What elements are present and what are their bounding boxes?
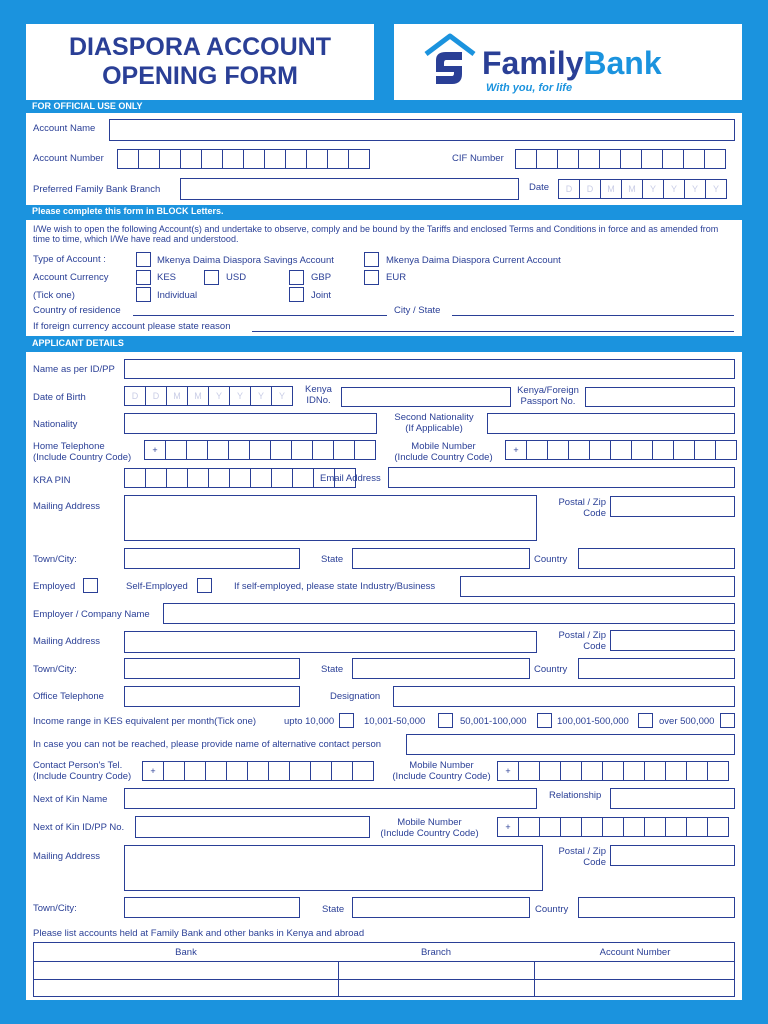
phone-cell[interactable] [289,761,311,781]
phone-cell[interactable] [526,440,548,460]
employer-state-field[interactable] [352,658,530,679]
dob-cell[interactable]: Y [271,386,293,406]
dob-cell[interactable]: D [124,386,146,406]
employed-label: Employed [33,581,76,592]
cif-cell[interactable] [599,149,621,169]
tick-one-label: (Tick one) [33,290,75,301]
phone-cell[interactable] [610,440,632,460]
mobile-number-label [390,441,497,463]
phone-cell[interactable] [652,440,674,460]
plus-sign: + [142,761,164,781]
phone-cell[interactable] [310,761,332,781]
phone-cell[interactable] [644,761,666,781]
employer-town-field[interactable] [124,658,300,679]
income-50001-100000-label: 50,001-100,000 [460,716,527,727]
phone-cell[interactable] [560,817,582,837]
employer-postal-line1: Postal / Zip [558,630,606,641]
kin-postal-label [548,846,606,868]
employer-field[interactable] [163,603,735,624]
phone-cell[interactable] [539,761,561,781]
dob-cell[interactable]: D [145,386,167,406]
date-cell[interactable]: D [579,179,601,199]
dob-cell[interactable]: M [187,386,209,406]
phone-cell[interactable] [270,440,292,460]
account-number-label: Account Number [33,153,104,164]
phone-cell[interactable] [518,817,540,837]
cif-cell[interactable] [620,149,642,169]
office-telephone-label: Office Telephone [33,691,104,702]
phone-cell[interactable] [581,761,603,781]
foreign-reason-label: If foreign currency account please state reason [33,321,231,332]
country-residence-line[interactable] [133,315,387,316]
employer-postal-label [548,630,606,652]
town-city-label: Town/City: [33,554,77,565]
account-number-cell[interactable] [348,149,370,169]
account-currency-label: Account Currency [33,272,109,283]
phone-cell[interactable] [518,761,540,781]
phone-cell[interactable] [331,761,353,781]
table-row[interactable] [34,980,734,997]
date-cell[interactable]: M [621,179,643,199]
name-id-label: Name as per ID/PP [33,364,115,375]
phone-cell[interactable] [165,440,187,460]
account-name-field[interactable] [109,119,735,141]
home-telephone-label [33,441,131,463]
kin-country-label: Country [535,904,569,915]
current-account-checkbox[interactable] [364,252,379,267]
form-title-line2: OPENING FORM [102,62,298,90]
date-cell[interactable]: M [600,179,622,199]
kes-checkbox[interactable] [136,270,151,285]
town-city-field[interactable] [124,548,300,569]
mailing-address-label: Mailing Address [33,501,101,512]
cif-cell[interactable] [704,149,726,169]
usd-label: USD [226,272,247,283]
account-number-cell[interactable] [327,149,349,169]
next-of-kin-id-label: Next of Kin ID/PP No. [33,822,125,833]
contact-tel-line1: Contact Person's Tel. [33,760,123,771]
postal-code-field[interactable] [610,496,735,517]
kra-cell[interactable] [208,468,230,488]
brand-tagline: With you, for life [486,82,573,94]
kin-mobile-line2: (Include Country Code) [380,828,479,839]
second-nationality-field[interactable] [487,413,735,434]
home-telephone-line2: (Include Country Code) [33,452,132,463]
phone-cell[interactable] [568,440,590,460]
employer-town-label: Town/City: [33,664,77,675]
phone-cell[interactable] [312,440,334,460]
employed-checkbox[interactable] [83,578,98,593]
income-50001-100000-checkbox[interactable] [537,713,552,728]
phone-cell[interactable] [354,440,376,460]
accounts-list-label: Please list accounts held at Family Bank and other banks in Kenya and abroad [33,928,365,939]
phone-cell[interactable] [623,817,645,837]
phone-cell[interactable] [707,761,729,781]
dob-field[interactable] [124,386,292,406]
kin-country-field[interactable] [578,897,735,918]
phone-cell[interactable] [291,440,313,460]
employer-postal-field[interactable] [610,630,735,651]
cif-number-label: CIF Number [452,153,504,164]
accounts-table-header-bank: Bank [175,947,197,958]
kin-town-label: Town/City: [33,903,77,914]
kin-state-field[interactable] [352,897,530,918]
employer-country-label: Country [534,664,568,675]
kra-cell[interactable] [292,468,314,488]
dob-cell[interactable]: Y [250,386,272,406]
second-nationality-line2: (If Applicable) [405,423,463,434]
phone-cell[interactable] [589,440,611,460]
alternative-contact-field[interactable] [406,734,735,755]
account-number-cell[interactable] [180,149,202,169]
passport-label [515,385,581,407]
cif-cell[interactable] [578,149,600,169]
account-name-label: Account Name [33,123,96,134]
second-nationality-label [388,412,480,434]
phone-cell[interactable] [602,761,624,781]
phone-cell[interactable] [547,440,569,460]
contact-mobile-label [388,760,495,782]
cif-cell[interactable] [536,149,558,169]
income-100001-500000-checkbox[interactable] [638,713,653,728]
kin-mobile-label [376,817,483,839]
account-number-cell[interactable] [243,149,265,169]
country-field[interactable] [578,548,735,569]
employer-mailing-label: Mailing Address [33,636,101,647]
account-number-cell[interactable] [306,149,328,169]
phone-cell[interactable] [665,761,687,781]
account-number-cell[interactable] [222,149,244,169]
postal-code-line1: Postal / Zip [558,497,606,508]
date-cell[interactable]: Y [684,179,706,199]
state-label: State [321,554,344,565]
accounts-table [33,942,735,997]
passport-label-line2: Passport No. [520,396,576,407]
email-field[interactable] [388,467,735,488]
mobile-number-line1: Mobile Number [411,441,476,452]
phone-cell[interactable] [228,440,250,460]
kra-cell[interactable] [271,468,293,488]
preferred-branch-field[interactable] [180,178,519,200]
applicant-details-bar: APPLICANT DETAILS [32,338,124,348]
dob-cell[interactable]: Y [229,386,251,406]
next-of-kin-name-field[interactable] [124,788,537,809]
phone-cell[interactable] [644,817,666,837]
kin-mobile-field[interactable] [497,817,728,837]
home-telephone-field[interactable] [144,440,375,460]
contact-mobile-line2: (Include Country Code) [392,771,491,782]
contact-mobile-line1: Mobile Number [409,760,474,771]
kin-state-label: State [322,904,345,915]
account-number-cell[interactable] [264,149,286,169]
employer-country-field[interactable] [578,658,735,679]
income-range-label: Income range in KES equivalent per month(Tick one) [33,716,257,727]
form-title [26,33,374,91]
phone-cell[interactable] [715,440,737,460]
dob-cell[interactable]: Y [208,386,230,406]
country-residence-label: Country of residence [33,305,121,316]
kenya-id-label-line1: Kenya [305,384,332,395]
official-date-field[interactable] [558,179,726,199]
phone-cell[interactable] [163,761,185,781]
employer-postal-line2: Code [583,641,606,652]
income-upto-10000-label: upto 10,000 [284,716,335,727]
self-employed-label: Self-Employed [126,581,188,592]
mailing-address-field[interactable] [124,495,537,541]
phone-cell[interactable] [686,817,708,837]
phone-cell[interactable] [665,817,687,837]
self-employed-checkbox[interactable] [197,578,212,593]
plus-sign: + [497,817,519,837]
kin-postal-field[interactable] [610,845,735,866]
income-upto-10000-checkbox[interactable] [339,713,354,728]
kra-cell[interactable] [145,468,167,488]
dob-label: Date of Birth [33,392,86,403]
current-account-label: Mkenya Daima Diaspora Current Account [386,255,561,266]
kra-cell[interactable] [166,468,188,488]
next-of-kin-name-label: Next of Kin Name [33,794,108,805]
city-state-line[interactable] [452,315,734,316]
kes-label: KES [157,272,177,283]
account-number-cell[interactable] [138,149,160,169]
nationality-label: Nationality [33,419,78,430]
brand-name [482,46,662,80]
employer-state-label: State [321,664,344,675]
income-100001-500000-label: 100,001-500,000 [557,716,629,727]
industry-field[interactable] [460,576,735,597]
passport-field[interactable] [585,387,735,407]
date-cell[interactable]: Y [663,179,685,199]
account-type-label: Type of Account : [33,254,106,265]
cif-number-field[interactable] [515,149,725,169]
name-id-field[interactable] [124,359,735,379]
passport-label-line1: Kenya/Foreign [517,385,579,396]
cif-cell[interactable] [557,149,579,169]
cif-cell[interactable] [662,149,684,169]
dob-cell[interactable]: M [166,386,188,406]
account-number-cell[interactable] [117,149,139,169]
family-bank-logo-icon [422,30,478,90]
next-of-kin-id-field[interactable] [135,816,370,838]
income-10001-50000-label: 10,001-50,000 [364,716,426,727]
phone-cell[interactable] [207,440,229,460]
account-number-cell[interactable] [201,149,223,169]
plus-sign: + [505,440,527,460]
kra-cell[interactable] [124,468,146,488]
brand-family: Family [482,45,584,81]
kenya-id-field[interactable] [341,387,511,407]
designation-label: Designation [330,691,381,702]
individual-label: Individual [157,290,198,301]
foreign-reason-line[interactable] [252,331,734,332]
declaration-text: I/We wish to open the following Account(s) and undertake to observe, comply and be bound by the Tariffs and enclosed Terms and Conditions in force and as amended from time to time, which I/We have read and understood. [33,224,719,244]
block-letters-bar: Please complete this form in BLOCK Letters. [32,206,224,216]
joint-checkbox[interactable] [289,287,304,302]
accounts-table-header-account: Account Number [599,947,671,958]
mobile-number-field[interactable] [505,440,736,460]
plus-sign: + [144,440,166,460]
kra-cell[interactable] [229,468,251,488]
kin-town-field[interactable] [124,897,300,918]
kin-mobile-line1: Mobile Number [397,817,462,828]
relationship-field[interactable] [610,788,735,809]
contact-tel-line2: (Include Country Code) [33,771,132,782]
joint-label: Joint [311,290,332,301]
individual-checkbox[interactable] [136,287,151,302]
home-telephone-line1: Home Telephone [33,441,105,452]
account-number-cell[interactable] [159,149,181,169]
employer-label: Employer / Company Name [33,609,150,620]
designation-field[interactable] [393,686,735,707]
cif-cell[interactable] [683,149,705,169]
official-use-bar: FOR OFFICIAL USE ONLY [32,101,143,111]
date-label: Date [529,182,550,193]
table-row[interactable] [34,962,734,979]
kra-pin-label: KRA PIN [33,475,71,486]
accounts-table-header-branch: Branch [420,947,452,958]
account-number-field[interactable] [117,149,369,169]
form-title-line1: DIASPORA ACCOUNT [68,33,332,61]
industry-label: If self-employed, please state Industry/Business [234,581,436,592]
phone-cell[interactable] [539,817,561,837]
postal-code-line2: Code [583,508,606,519]
relationship-label: Relationship [549,790,602,801]
phone-cell[interactable] [205,761,227,781]
kenya-id-label-line2: IDNo. [306,395,331,406]
phone-cell[interactable] [226,761,248,781]
phone-cell[interactable] [247,761,269,781]
eur-checkbox[interactable] [364,270,379,285]
phone-cell[interactable] [581,817,603,837]
kin-mailing-address-field[interactable] [124,845,543,891]
city-state-label: City / State [394,305,441,316]
gbp-checkbox[interactable] [289,270,304,285]
kin-postal-line2: Code [583,857,606,868]
cif-cell[interactable] [515,149,537,169]
kra-cell[interactable] [187,468,209,488]
cif-cell[interactable] [641,149,663,169]
phone-cell[interactable] [352,761,374,781]
phone-cell[interactable] [249,440,271,460]
plus-sign: + [497,761,519,781]
second-nationality-line1: Second Nationality [394,412,474,423]
preferred-branch-label: Preferred Family Bank Branch [33,184,161,195]
usd-checkbox[interactable] [204,270,219,285]
date-cell[interactable]: D [558,179,580,199]
contact-mobile-field[interactable] [497,761,728,781]
brand-bank: Bank [583,45,662,81]
phone-cell[interactable] [184,761,206,781]
income-over-500000-label: over 500,000 [659,716,715,727]
phone-cell[interactable] [602,817,624,837]
phone-cell[interactable] [333,440,355,460]
kenya-id-label [300,384,337,406]
phone-cell[interactable] [560,761,582,781]
savings-account-checkbox[interactable] [136,252,151,267]
nationality-field[interactable] [124,413,377,434]
phone-cell[interactable] [631,440,653,460]
date-cell[interactable]: Y [642,179,664,199]
employer-mailing-field[interactable] [124,631,537,653]
gbp-label: GBP [311,272,332,283]
savings-account-label: Mkenya Daima Diaspora Savings Account [157,255,334,266]
email-label: Email Address [320,473,381,484]
income-over-500000-checkbox[interactable] [720,713,735,728]
state-field[interactable] [352,548,530,569]
phone-cell[interactable] [623,761,645,781]
kra-cell[interactable] [250,468,272,488]
phone-cell[interactable] [673,440,695,460]
contact-tel-field[interactable] [142,761,373,781]
office-telephone-field[interactable] [124,686,300,707]
country-label: Country [534,554,568,565]
kin-mailing-address-label: Mailing Address [33,851,101,862]
phone-cell[interactable] [686,761,708,781]
phone-cell[interactable] [268,761,290,781]
phone-cell[interactable] [707,817,729,837]
postal-code-label [548,497,606,519]
mobile-number-line2: (Include Country Code) [394,452,493,463]
date-cell[interactable]: Y [705,179,727,199]
eur-label: EUR [386,272,407,283]
contact-tel-label [33,760,131,782]
account-number-cell[interactable] [285,149,307,169]
income-10001-50000-checkbox[interactable] [438,713,453,728]
kin-postal-line1: Postal / Zip [558,846,606,857]
phone-cell[interactable] [694,440,716,460]
phone-cell[interactable] [186,440,208,460]
alternative-contact-label: In case you can not be reached, please provide name of alternative contact person [33,739,382,750]
